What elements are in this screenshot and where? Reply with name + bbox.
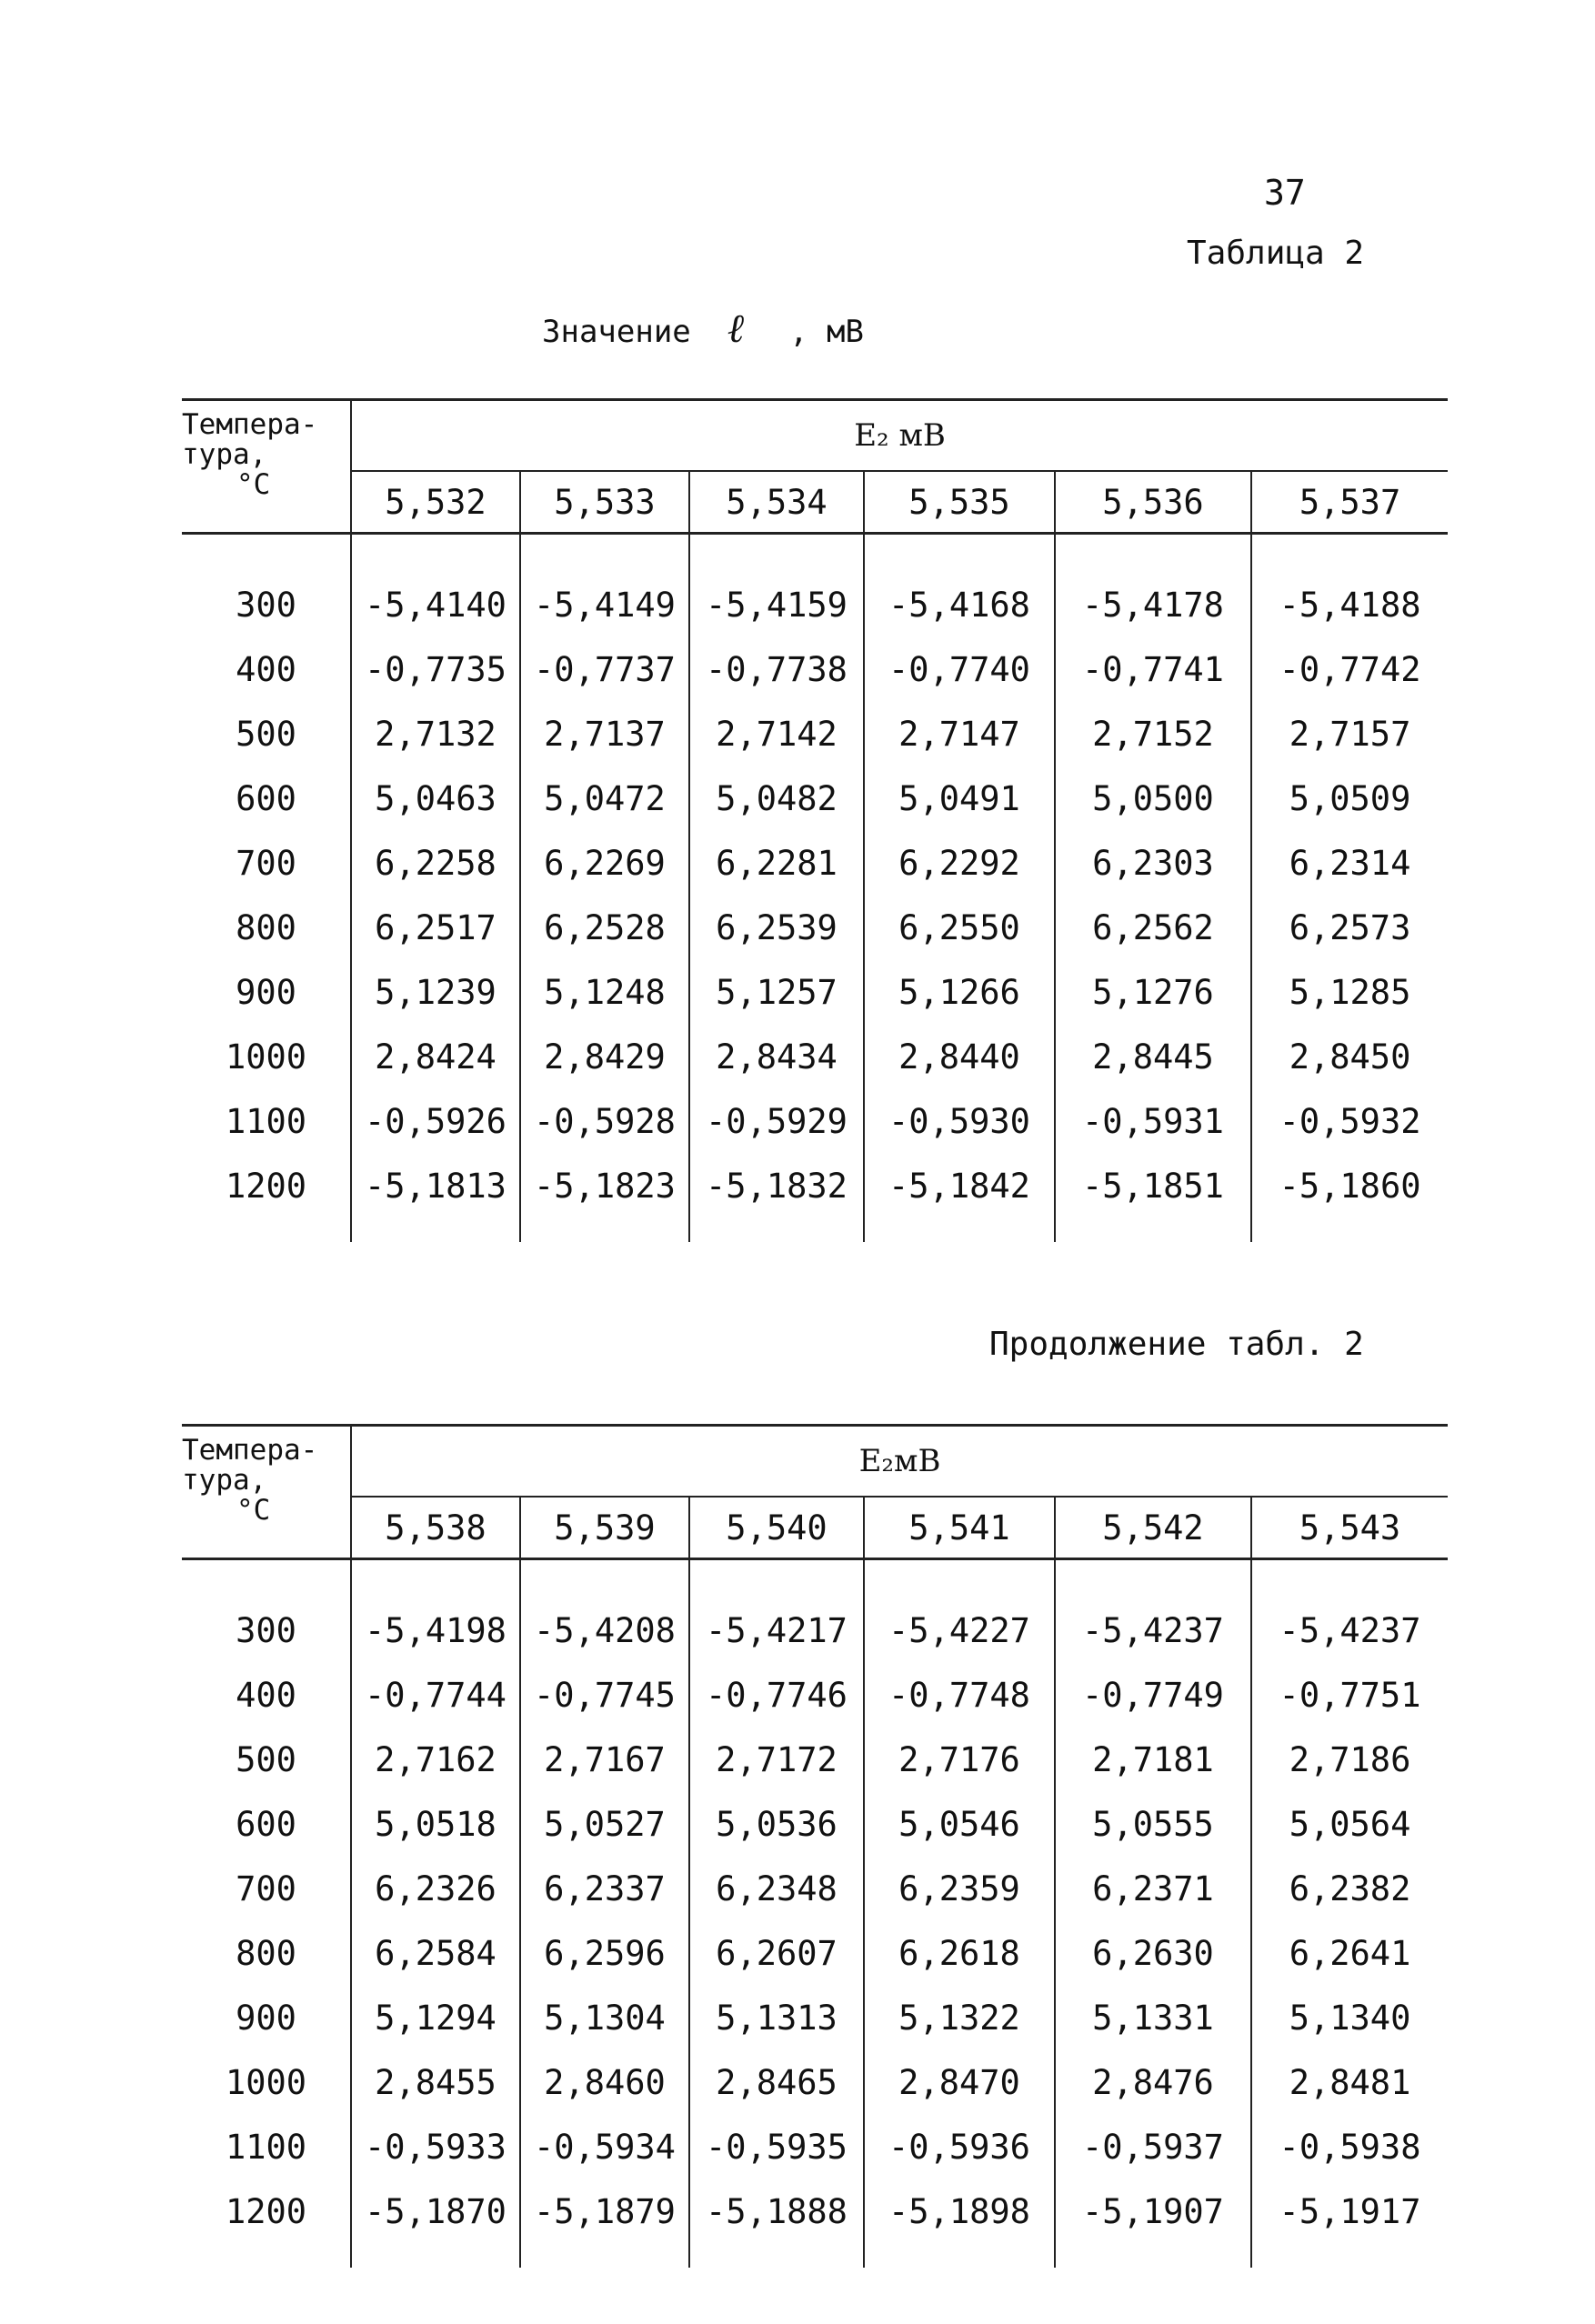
temperature-cell: 500 bbox=[236, 715, 296, 754]
value-cell: 2,8450 bbox=[1251, 1025, 1448, 1089]
table-row bbox=[182, 960, 1448, 1025]
column-header: 5,536 bbox=[1055, 471, 1251, 534]
temperature-header bbox=[182, 400, 351, 534]
value-cell: -0,7737 bbox=[520, 637, 689, 702]
value-cell: -5,4140 bbox=[351, 573, 520, 637]
temperature-cell: 700 bbox=[236, 1869, 296, 1908]
temperature-cell: 300 bbox=[236, 586, 296, 625]
temperature-cell: 900 bbox=[236, 973, 296, 1012]
value-cell: 6,2292 bbox=[864, 831, 1055, 896]
value-cell: 2,7167 bbox=[520, 1728, 689, 1792]
value-cell: 6,2337 bbox=[520, 1857, 689, 1921]
table-row bbox=[182, 1025, 1448, 1089]
value-cell: 5,1304 bbox=[520, 1986, 689, 2050]
value-cell: 6,2281 bbox=[689, 831, 864, 896]
caption-symbol: ℓ bbox=[727, 306, 745, 352]
value-cell: 2,8440 bbox=[864, 1025, 1055, 1089]
temperature-cell: 600 bbox=[236, 1805, 296, 1844]
temperature-header-line: °C bbox=[236, 1494, 271, 1527]
value-cell: -0,5937 bbox=[1055, 2115, 1251, 2179]
temperature-header-line: тура, bbox=[182, 1464, 267, 1497]
temperature-cell: 300 bbox=[236, 1611, 296, 1650]
value-cell: 6,2607 bbox=[689, 1921, 864, 1986]
value-cell: 5,0482 bbox=[689, 766, 864, 831]
value-cell: 2,8460 bbox=[520, 2050, 689, 2115]
table-row bbox=[182, 831, 1448, 896]
value-cell: 5,1248 bbox=[520, 960, 689, 1025]
temperature-cell: 1100 bbox=[225, 1102, 307, 1141]
column-header: 5,535 bbox=[864, 471, 1055, 534]
value-cell: -5,4168 bbox=[864, 573, 1055, 637]
table-row bbox=[182, 1921, 1448, 1986]
value-cell: 2,8470 bbox=[864, 2050, 1055, 2115]
value-cell: 6,2258 bbox=[351, 831, 520, 896]
value-cell: -5,1813 bbox=[351, 1154, 520, 1218]
temperature-cell: 600 bbox=[236, 779, 296, 818]
table-row bbox=[182, 896, 1448, 960]
value-cell: 5,0518 bbox=[351, 1792, 520, 1857]
table-row bbox=[182, 1728, 1448, 1792]
value-cell: 2,7186 bbox=[1251, 1728, 1448, 1792]
column-header: 5,539 bbox=[520, 1497, 689, 1559]
value-cell: -0,5933 bbox=[351, 2115, 520, 2179]
temperature-cell: 1000 bbox=[225, 2063, 307, 2102]
value-cell: -0,5934 bbox=[520, 2115, 689, 2179]
value-cell: 2,7147 bbox=[864, 702, 1055, 766]
value-cell: -0,7748 bbox=[864, 1663, 1055, 1728]
table-row bbox=[182, 1986, 1448, 2050]
value-cell: 5,1285 bbox=[1251, 960, 1448, 1025]
value-cell: 2,8481 bbox=[1251, 2050, 1448, 2115]
value-cell: 6,2584 bbox=[351, 1921, 520, 1986]
value-cell: 6,2562 bbox=[1055, 896, 1251, 960]
temperature-cell: 400 bbox=[236, 1676, 296, 1715]
column-header: 5,532 bbox=[351, 471, 520, 534]
column-header: 5,534 bbox=[689, 471, 864, 534]
value-cell: -5,4198 bbox=[351, 1598, 520, 1663]
value-cell: 5,0491 bbox=[864, 766, 1055, 831]
value-cell: -0,5929 bbox=[689, 1089, 864, 1154]
value-cell: 2,8455 bbox=[351, 2050, 520, 2115]
temperature-cell: 800 bbox=[236, 908, 296, 947]
table-row bbox=[182, 702, 1448, 766]
table-row bbox=[182, 637, 1448, 702]
value-cell: 6,2314 bbox=[1251, 831, 1448, 896]
value-cell: 5,0500 bbox=[1055, 766, 1251, 831]
value-cell: 5,1340 bbox=[1251, 1986, 1448, 2050]
temperature-cell: 700 bbox=[236, 844, 296, 883]
value-cell: 2,7172 bbox=[689, 1728, 864, 1792]
value-cell: -5,1917 bbox=[1251, 2179, 1448, 2244]
value-cell: 6,2618 bbox=[864, 1921, 1055, 1986]
value-cell: 5,1313 bbox=[689, 1986, 864, 2050]
value-cell: -5,1823 bbox=[520, 1154, 689, 1218]
value-cell: 6,2596 bbox=[520, 1921, 689, 1986]
table-row bbox=[182, 2179, 1448, 2244]
temperature-header bbox=[182, 1426, 351, 1559]
value-cell: 6,2371 bbox=[1055, 1857, 1251, 1921]
caption-unit: , мВ bbox=[789, 314, 864, 350]
temperature-cell: 1000 bbox=[225, 1037, 307, 1077]
table-row bbox=[182, 2050, 1448, 2115]
value-cell: -5,1870 bbox=[351, 2179, 520, 2244]
value-cell: 6,2348 bbox=[689, 1857, 864, 1921]
temperature-header-line: Темпера- bbox=[182, 1434, 318, 1467]
value-cell: 5,0472 bbox=[520, 766, 689, 831]
column-header: 5,538 bbox=[351, 1497, 520, 1559]
value-cell: 6,2326 bbox=[351, 1857, 520, 1921]
temperature-cell: 800 bbox=[236, 1934, 296, 1973]
value-cell: 5,0527 bbox=[520, 1792, 689, 1857]
data-table-2 bbox=[182, 1424, 1448, 2268]
value-cell: 5,1294 bbox=[351, 1986, 520, 2050]
value-cell: 2,7162 bbox=[351, 1728, 520, 1792]
value-cell: -0,5935 bbox=[689, 2115, 864, 2179]
value-cell: -0,5928 bbox=[520, 1089, 689, 1154]
value-cell: 6,2382 bbox=[1251, 1857, 1448, 1921]
continuation-label: Продолжение табл. 2 bbox=[989, 1326, 1364, 1363]
value-cell: -5,4227 bbox=[864, 1598, 1055, 1663]
value-cell: 2,7157 bbox=[1251, 702, 1448, 766]
value-cell: 6,2303 bbox=[1055, 831, 1251, 896]
value-cell: -0,5938 bbox=[1251, 2115, 1448, 2179]
table-label: Таблица 2 bbox=[1187, 235, 1365, 272]
value-cell: 6,2550 bbox=[864, 896, 1055, 960]
value-cell: -0,7740 bbox=[864, 637, 1055, 702]
value-cell: -5,1907 bbox=[1055, 2179, 1251, 2244]
temperature-cell: 1100 bbox=[225, 2128, 307, 2167]
value-cell: -5,1842 bbox=[864, 1154, 1055, 1218]
temperature-cell: 500 bbox=[236, 1740, 296, 1779]
table-row bbox=[182, 2115, 1448, 2179]
value-cell: -5,4237 bbox=[1055, 1598, 1251, 1663]
column-header: 5,533 bbox=[520, 471, 689, 534]
value-cell: -0,7742 bbox=[1251, 637, 1448, 702]
value-cell: -0,7738 bbox=[689, 637, 864, 702]
column-header: 5,543 bbox=[1251, 1497, 1448, 1559]
table-row bbox=[182, 1598, 1448, 1663]
value-cell: 2,8429 bbox=[520, 1025, 689, 1089]
value-cell: 2,8445 bbox=[1055, 1025, 1251, 1089]
value-cell: -0,7749 bbox=[1055, 1663, 1251, 1728]
value-cell: -5,4149 bbox=[520, 573, 689, 637]
value-cell: -5,1860 bbox=[1251, 1154, 1448, 1218]
value-cell: 6,2641 bbox=[1251, 1921, 1448, 1986]
value-cell: -0,5932 bbox=[1251, 1089, 1448, 1154]
value-cell: 2,7142 bbox=[689, 702, 864, 766]
value-cell: 5,1257 bbox=[689, 960, 864, 1025]
caption-prefix: Значение bbox=[542, 314, 691, 350]
value-cell: 5,0564 bbox=[1251, 1792, 1448, 1857]
value-cell: 6,2359 bbox=[864, 1857, 1055, 1921]
value-cell: 2,8476 bbox=[1055, 2050, 1251, 2115]
value-cell: -5,4188 bbox=[1251, 573, 1448, 637]
value-cell: -5,4159 bbox=[689, 573, 864, 637]
value-cell: 5,0536 bbox=[689, 1792, 864, 1857]
value-cell: 6,2269 bbox=[520, 831, 689, 896]
value-cell: 5,1276 bbox=[1055, 960, 1251, 1025]
temperature-header-line: °C bbox=[236, 468, 271, 501]
e2-header: E₂мВ bbox=[351, 1426, 1448, 1498]
value-cell: 2,7181 bbox=[1055, 1728, 1251, 1792]
value-cell: 6,2528 bbox=[520, 896, 689, 960]
value-cell: -5,1888 bbox=[689, 2179, 864, 2244]
table-caption bbox=[542, 306, 864, 352]
column-header: 5,540 bbox=[689, 1497, 864, 1559]
value-cell: -0,7745 bbox=[520, 1663, 689, 1728]
value-cell: -5,1879 bbox=[520, 2179, 689, 2244]
value-cell: -0,7744 bbox=[351, 1663, 520, 1728]
temperature-cell: 900 bbox=[236, 1998, 296, 2038]
value-cell: 5,1322 bbox=[864, 1986, 1055, 2050]
value-cell: -0,5926 bbox=[351, 1089, 520, 1154]
value-cell: 5,1266 bbox=[864, 960, 1055, 1025]
value-cell: -0,7751 bbox=[1251, 1663, 1448, 1728]
value-cell: 2,8465 bbox=[689, 2050, 864, 2115]
value-cell: -0,7746 bbox=[689, 1663, 864, 1728]
value-cell: 2,7137 bbox=[520, 702, 689, 766]
value-cell: 2,7176 bbox=[864, 1728, 1055, 1792]
value-cell: 5,0463 bbox=[351, 766, 520, 831]
value-cell: -5,1832 bbox=[689, 1154, 864, 1218]
e2-header: E₂ мВ bbox=[351, 400, 1448, 472]
table-row bbox=[182, 766, 1448, 831]
value-cell: -0,7741 bbox=[1055, 637, 1251, 702]
value-cell: -5,4178 bbox=[1055, 573, 1251, 637]
column-header: 5,541 bbox=[864, 1497, 1055, 1559]
table-row bbox=[182, 573, 1448, 637]
table-row bbox=[182, 1089, 1448, 1154]
value-cell: 5,0546 bbox=[864, 1792, 1055, 1857]
value-cell: -5,4208 bbox=[520, 1598, 689, 1663]
table-row bbox=[182, 1663, 1448, 1728]
value-cell: 5,0509 bbox=[1251, 766, 1448, 831]
temperature-cell: 1200 bbox=[225, 1167, 307, 1206]
value-cell: 5,1239 bbox=[351, 960, 520, 1025]
value-cell: 6,2630 bbox=[1055, 1921, 1251, 1986]
value-cell: 6,2539 bbox=[689, 896, 864, 960]
value-cell: 6,2573 bbox=[1251, 896, 1448, 960]
value-cell: 2,8434 bbox=[689, 1025, 864, 1089]
value-cell: 2,7152 bbox=[1055, 702, 1251, 766]
page-number: 37 bbox=[1264, 173, 1306, 213]
table-row bbox=[182, 1792, 1448, 1857]
table-row bbox=[182, 1154, 1448, 1218]
value-cell: -0,5931 bbox=[1055, 1089, 1251, 1154]
temperature-cell: 400 bbox=[236, 650, 296, 689]
temperature-header-line: Темпера- bbox=[182, 408, 318, 441]
value-cell: -0,7735 bbox=[351, 637, 520, 702]
temperature-cell: 1200 bbox=[225, 2192, 307, 2231]
value-cell: -0,5930 bbox=[864, 1089, 1055, 1154]
value-cell: -0,5936 bbox=[864, 2115, 1055, 2179]
value-cell: 5,0555 bbox=[1055, 1792, 1251, 1857]
value-cell: -5,1898 bbox=[864, 2179, 1055, 2244]
table-row bbox=[182, 1857, 1448, 1921]
value-cell: 2,7132 bbox=[351, 702, 520, 766]
value-cell: 5,1331 bbox=[1055, 1986, 1251, 2050]
value-cell: -5,4237 bbox=[1251, 1598, 1448, 1663]
temperature-header-line: тура, bbox=[182, 438, 267, 471]
value-cell: -5,1851 bbox=[1055, 1154, 1251, 1218]
column-header: 5,537 bbox=[1251, 471, 1448, 534]
value-cell: -5,4217 bbox=[689, 1598, 864, 1663]
value-cell: 2,8424 bbox=[351, 1025, 520, 1089]
data-table-1 bbox=[182, 398, 1448, 1242]
value-cell: 6,2517 bbox=[351, 896, 520, 960]
column-header: 5,542 bbox=[1055, 1497, 1251, 1559]
